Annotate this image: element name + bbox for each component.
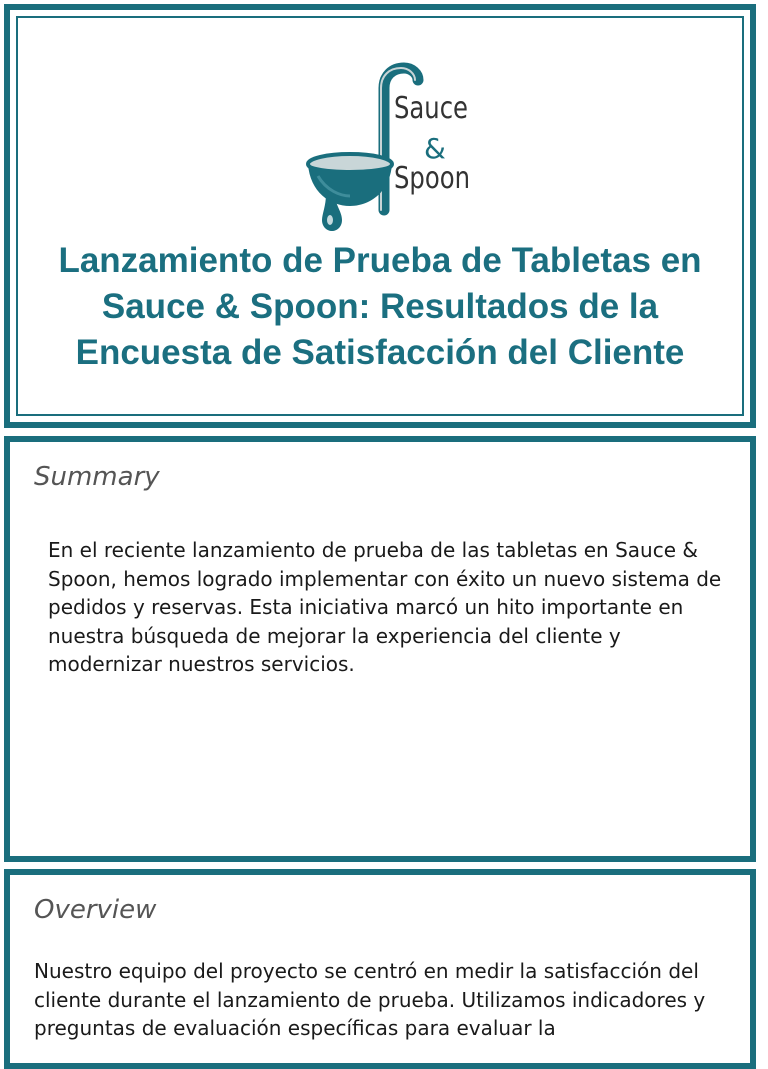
summary-heading: Summary (34, 462, 160, 492)
overview-heading: Overview (34, 895, 157, 925)
title-panel (4, 4, 756, 428)
logo-ampersand: & (424, 132, 446, 165)
summary-panel (4, 436, 756, 862)
overview-body: Nuestro equipo del proyecto se centró en medir la satisfacción del cliente durante el lanzamiento de prueba. Utilizamos indicadores y preguntas de evaluación específicas para evaluar la (34, 959, 706, 1040)
document-title: Lanzamiento de Prueba de Tabletas en Sauce & Spoon: Resultados de la Encuesta de Satisfacción del Cliente (58, 241, 702, 372)
overview-panel (4, 869, 756, 1069)
summary-body: En el reciente lanzamiento de prueba de las tabletas en Sauce & Spoon, hemos logrado implementar con éxito un nuevo sistema de pedidos y reservas. Esta iniciativa marcó un hito importante en nuestra búsqueda de mejorar la experiencia del cliente y modernizar nuestros servicios. (48, 538, 722, 676)
logo (300, 60, 490, 240)
logo-word-spoon: Spoon (394, 161, 470, 196)
logo-word-sauce: Sauce (394, 91, 468, 126)
